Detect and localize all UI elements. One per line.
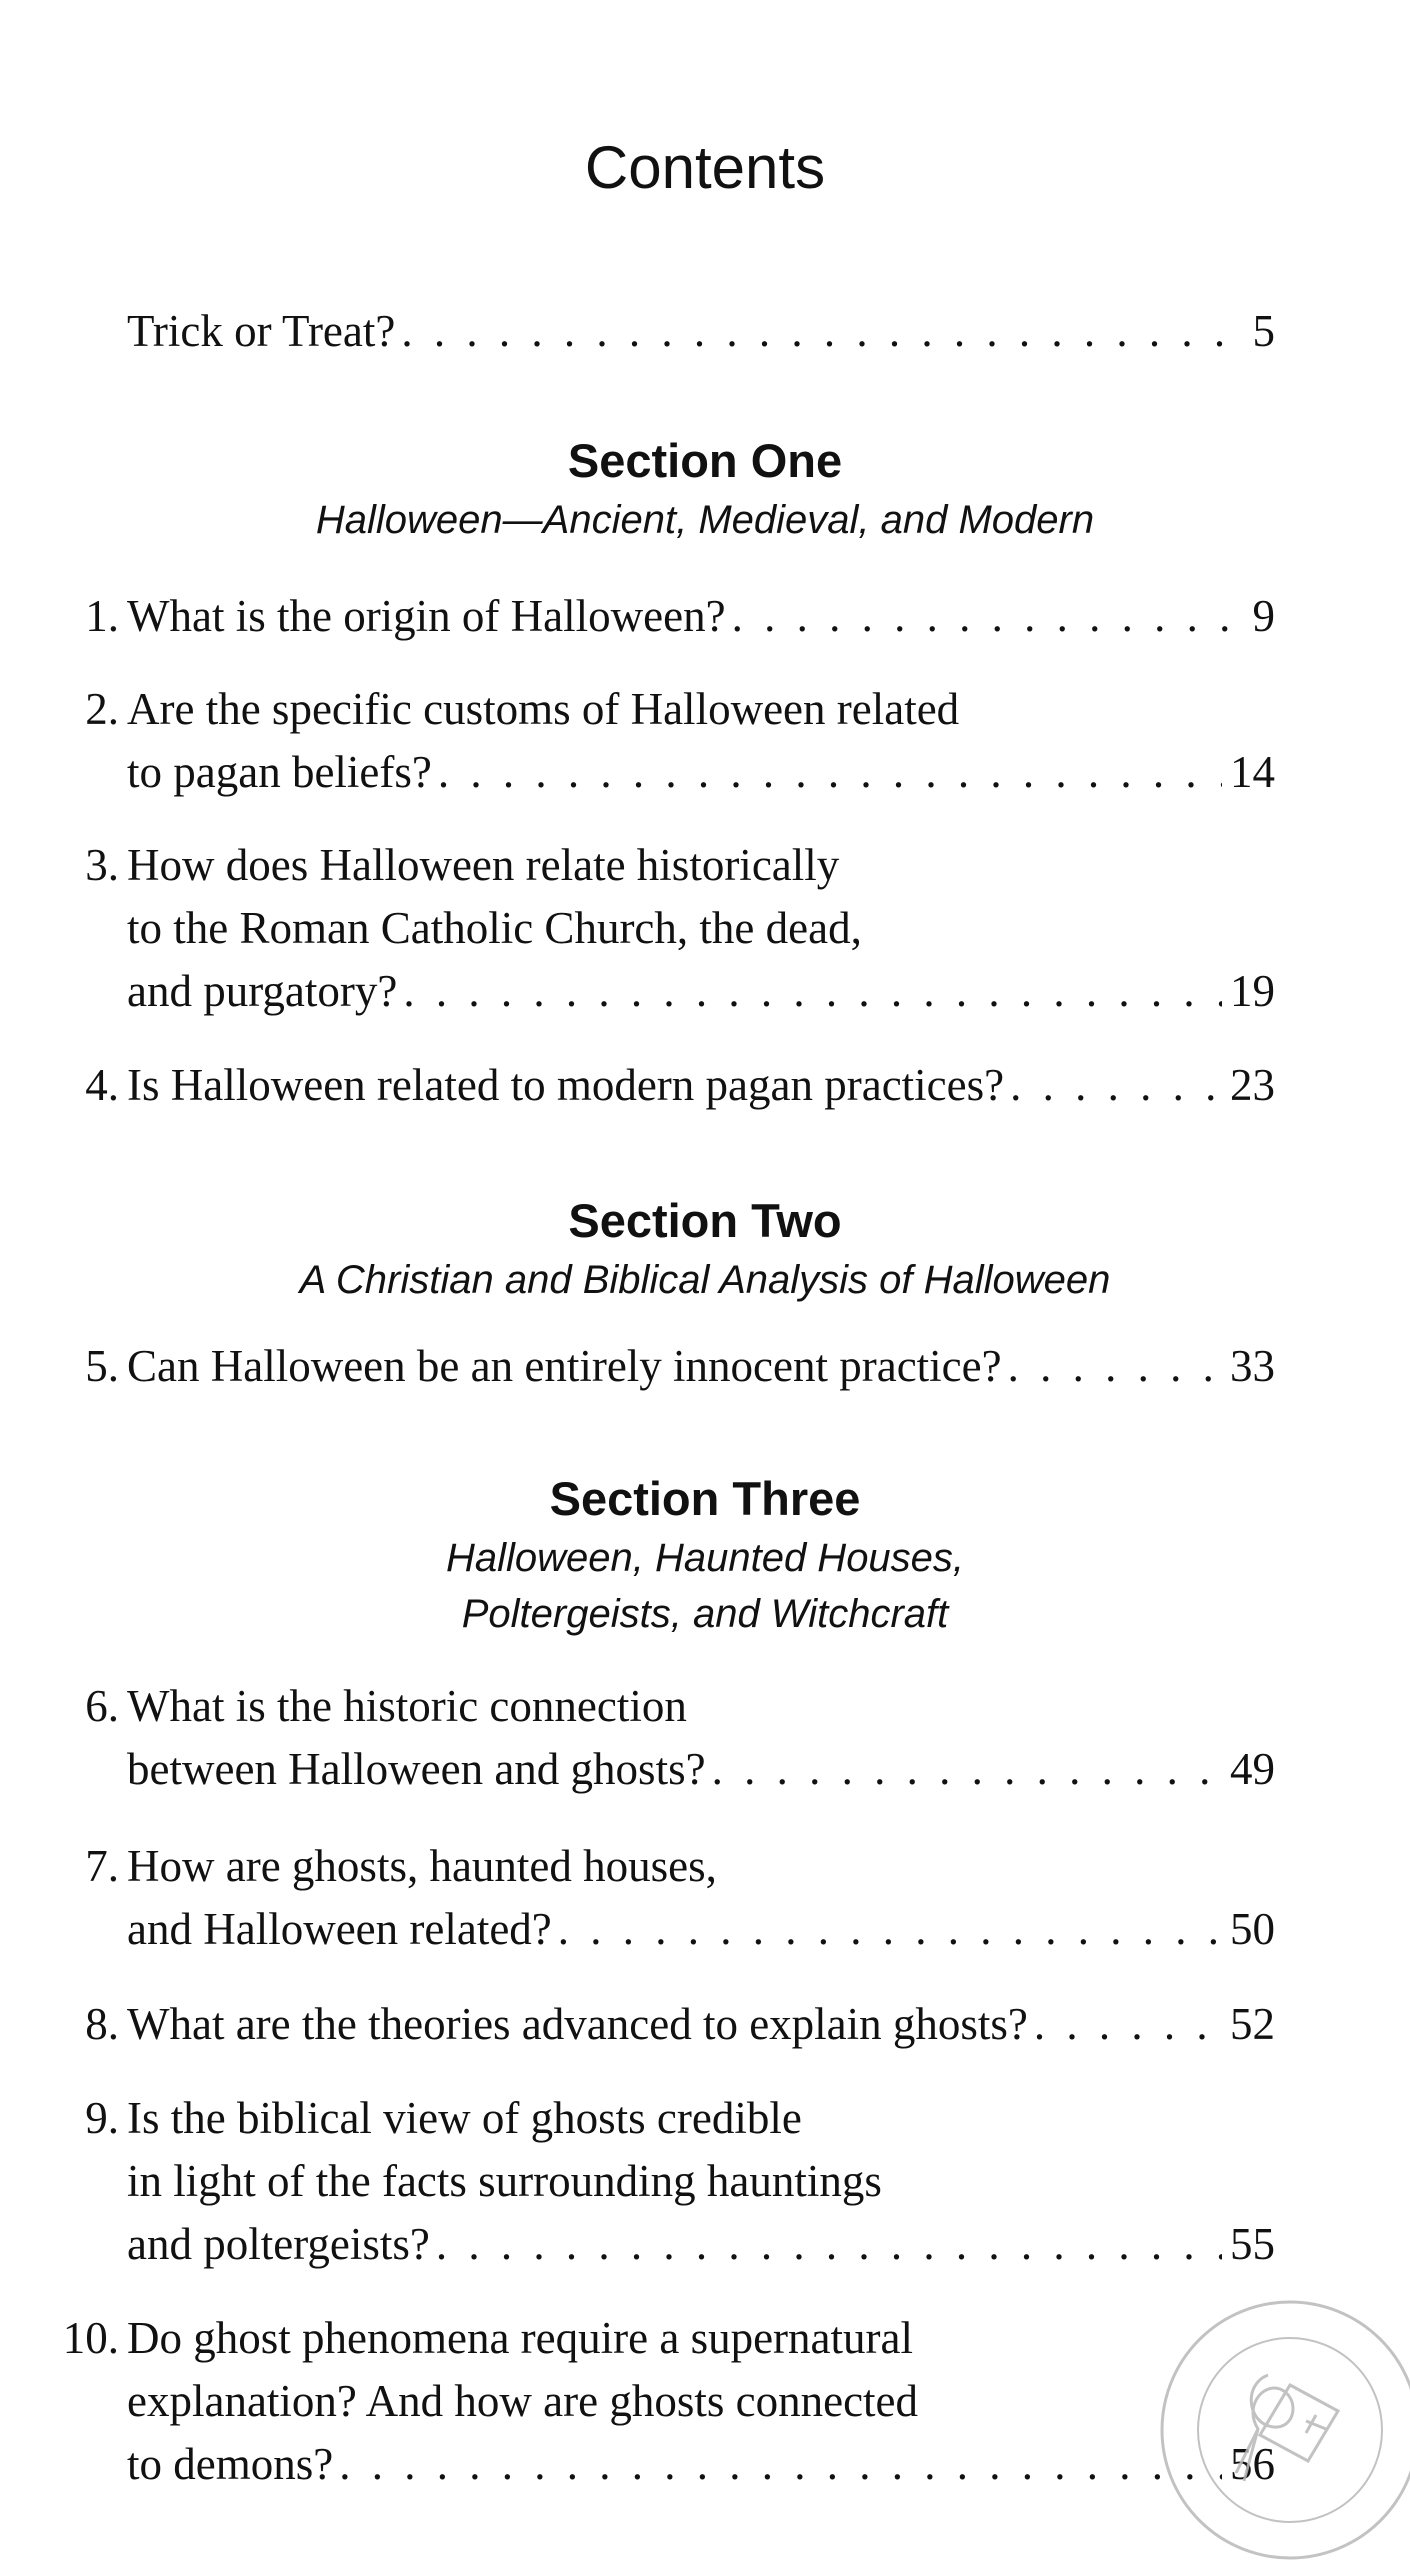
entry-text: [127, 2307, 1275, 2496]
entry-line: Do ghost phenomena require a supernatural: [127, 2313, 913, 2363]
entry-title: What are the theories advanced to explain ghosts?: [127, 1999, 1028, 2049]
dot-leader: [432, 741, 1222, 804]
entry-text: [127, 678, 1275, 804]
entry-number: 3.: [85, 840, 119, 890]
entry-number: 10.: [62, 2313, 119, 2363]
entry-line: Are the specific customs of Halloween related: [127, 684, 960, 734]
entry-line: Is the biblical view of ghosts credible: [127, 2093, 802, 2143]
section-heading-one: [0, 430, 1410, 548]
entry-page-number: 52: [1230, 1999, 1275, 2049]
entry-title: and purgatory?: [127, 966, 398, 1016]
entry-title: and poltergeists?: [127, 2219, 430, 2269]
section-subtitle: Halloween—Ancient, Medieval, and Modern: [315, 498, 1095, 542]
dot-leader: [706, 1738, 1222, 1801]
entry-line: How does Halloween relate historically: [127, 840, 840, 890]
entry-text: [127, 1675, 1275, 1801]
entry-text: [127, 300, 1275, 363]
entry-line: How are ghosts, haunted houses,: [127, 1841, 717, 1891]
entry-text: [127, 1835, 1275, 1961]
section-subtitle: Poltergeists, and Witchcraft: [461, 1592, 949, 1636]
dot-leader: [552, 1898, 1222, 1961]
section-subtitle: Halloween, Haunted Houses,: [445, 1536, 965, 1580]
entry-page-number: 56: [1230, 2439, 1275, 2489]
entry-page-number: 49: [1230, 1744, 1275, 1794]
section-subtitle: A Christian and Biblical Analysis of Halloween: [299, 1258, 1111, 1302]
ribbon-and-bible-icon: [1140, 2265, 1410, 2560]
entry-page-number: 55: [1230, 2219, 1275, 2269]
entry-text: [127, 2087, 1275, 2276]
entry-title: and Halloween related?: [127, 1904, 552, 1954]
entry-text: [127, 1054, 1275, 1117]
entry-number: 9.: [85, 2093, 119, 2143]
dot-leader: [397, 960, 1222, 1023]
entry-title: Can Halloween be an entirely innocent practice?: [127, 1341, 1002, 1391]
entry-text: [127, 1335, 1275, 1398]
entry-line: What is the historic connection: [127, 1681, 687, 1731]
entry-title: to pagan beliefs?: [127, 747, 432, 797]
entry-line: in light of the facts surrounding hauntings: [127, 2156, 882, 2206]
entry-page-number: 5: [1252, 306, 1275, 356]
section-title: Section Three: [549, 1472, 861, 1525]
section-title: Section Two: [568, 1194, 842, 1247]
entry-number: 4.: [85, 1060, 119, 1110]
entry-number: 5.: [85, 1341, 119, 1391]
entry-page-number: 33: [1230, 1341, 1275, 1391]
entry-number: 8.: [85, 1999, 119, 2049]
entry-page-number: 50: [1230, 1904, 1275, 1954]
dot-leader: [1028, 1993, 1222, 2056]
entry-page-number: 9: [1252, 591, 1275, 641]
entry-title: Trick or Treat?: [127, 306, 396, 356]
dot-leader: [395, 300, 1244, 363]
entry-line: to the Roman Catholic Church, the dead,: [127, 903, 862, 953]
entry-text: [127, 834, 1275, 1023]
entry-page-number: 23: [1230, 1060, 1275, 1110]
section-title: Section One: [567, 434, 843, 487]
entry-page-number: 14: [1230, 747, 1275, 797]
entry-number: 7.: [85, 1841, 119, 1891]
dot-leader: [1004, 1054, 1222, 1117]
section-heading-two: [0, 1190, 1410, 1308]
entry-title: to demons?: [127, 2439, 334, 2489]
dot-leader: [726, 585, 1245, 648]
entry-title: What is the origin of Halloween?: [127, 591, 726, 641]
entry-number: 2.: [85, 684, 119, 734]
entry-text: [127, 585, 1275, 648]
entry-page-number: 19: [1230, 966, 1275, 1016]
dot-leader: [430, 2213, 1222, 2276]
watermark-stamp: [1140, 2265, 1410, 2560]
entry-line: explanation? And how are ghosts connected: [127, 2376, 919, 2426]
section-heading-three: [0, 1468, 1410, 1642]
entry-text: [127, 1993, 1275, 2056]
page-title: Contents: [584, 134, 826, 201]
entry-number: 6.: [85, 1681, 119, 1731]
dot-leader: [1002, 1335, 1222, 1398]
entry-title: between Halloween and ghosts?: [127, 1744, 706, 1794]
dot-leader: [333, 2433, 1222, 2496]
entry-title: Is Halloween related to modern pagan practices?: [127, 1060, 1005, 1110]
entry-number: 1.: [85, 591, 119, 641]
